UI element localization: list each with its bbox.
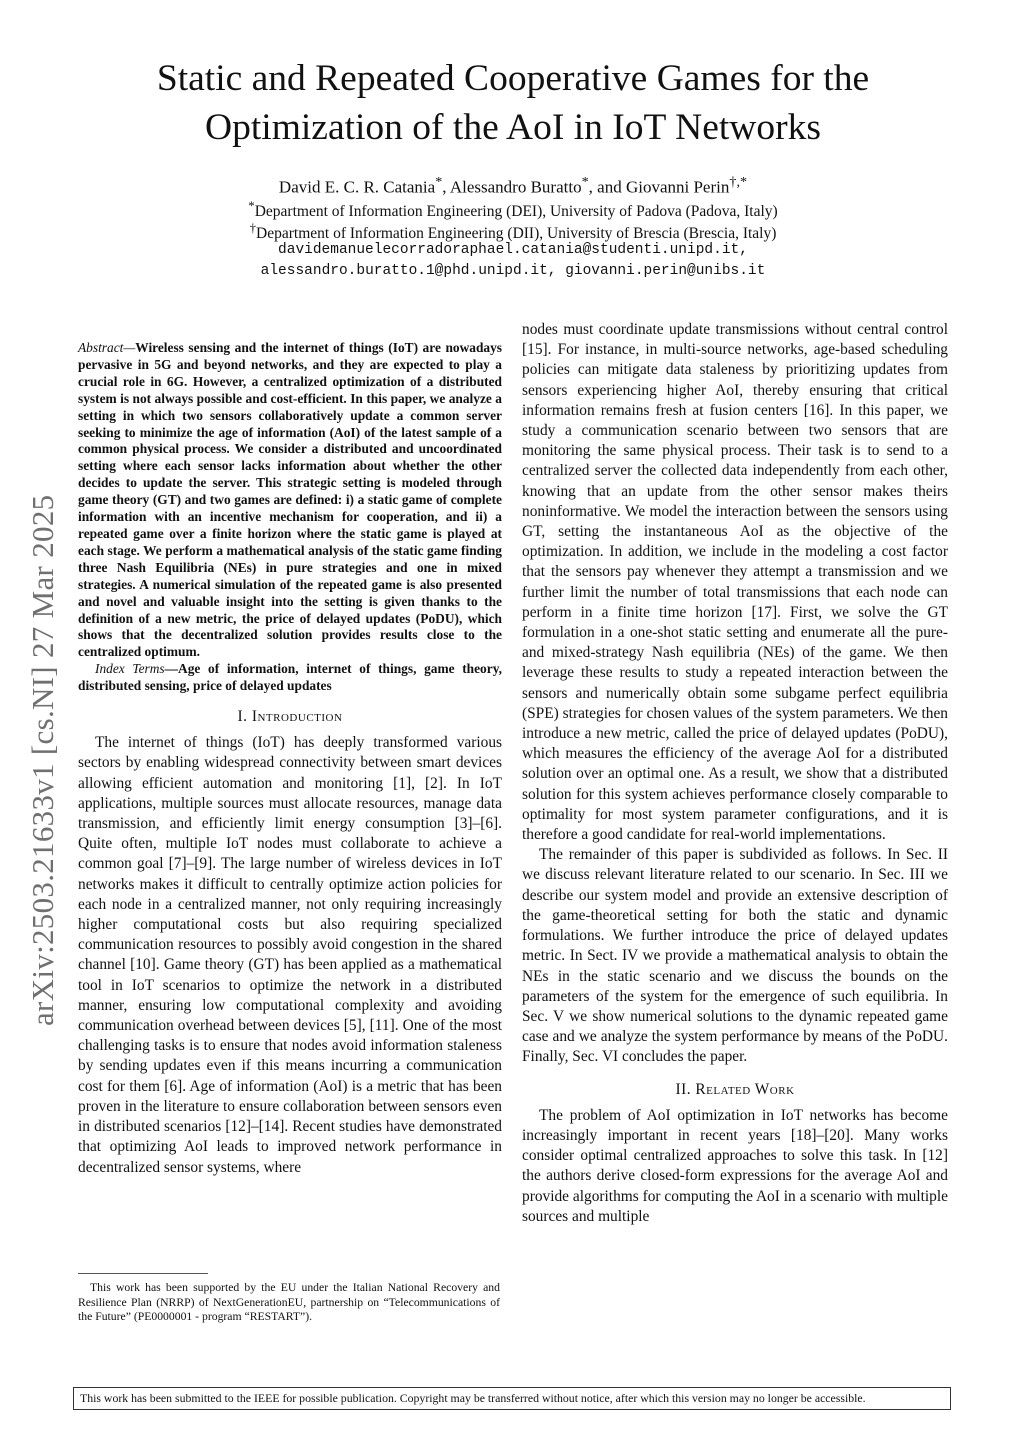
author-separator: , and (588, 177, 626, 197)
right-column (522, 320, 948, 1227)
paragraph: The internet of things (IoT) has deeply transformed various sectors by enabling widespread connectivity between smart devices allowing efficient automation and monitoring [1], [2]. In IoT applications, multiple sources must allocate resources, manage data transmission, and efficiently limit energy consumption [3]–[6]. Quite often, multiple IoT nodes must collaborate to achieve a common goal [7]–[9]. The large number of wireless devices in IoT networks makes it difficult to centrally optimize action policies for each node in a centralized manner, not only requiring increasingly higher computational costs but also requiring specialized communication resources to possibly avoid congestion in the shared channel [10]. Game theory (GT) has been applied as a mathematical tool in IoT scenarios to optimize the network in a distributed manner, ensuring low computational complexity and avoiding communication overhead between devices [5], [11]. One of the most challenging tasks is to ensure that nodes avoid information staleness by sending updates even if this means incurring a communication cost for them [6]. Age of information (AoI) is a metric that has been proven in the literature to ensure collaboration between sensors even in distributed scenarios [12]–[14]. Recent studies have demonstrated that optimizing AoI leads to improved network performance in decentralized sensor systems, where (78, 734, 502, 1176)
author-name: David E. C. R. Catania (278, 177, 436, 197)
author-mark: †,* (729, 174, 748, 190)
email-line-2: alessandro.buratto.1@phd.unipd.it, giovanni.perin@unibs.it (260, 263, 766, 279)
index-terms-label: Index Terms (95, 661, 165, 677)
index-terms-text: Age of information, internet of things, game theory, distributed sensing, price of delayed updates (78, 661, 503, 694)
footnote-rule (78, 1273, 208, 1274)
section-heading-introduction: I. Introduction (237, 708, 343, 726)
funding-footnote: This work has been supported by the EU under the Italian National Recovery and Resilience Plan (NRRP) of NextGenerationEU, partnership on “Telecommunications of the Future” (PE0000001 - program “RESTART”). (78, 1281, 500, 1323)
author-name: Giovanni Perin (625, 177, 730, 197)
author-list: David E. C. R. Catania*, Alessandro Buratto*, and Giovanni Perin†,* (278, 174, 748, 197)
index-terms-dash: — (164, 661, 179, 677)
paragraph: The remainder of this paper is subdivided as follows. In Sec. II we discuss relevant literature related to our scenario. In Sec. III we describe our system model and provide an extensive description of the game-theoretical setting for both the static and dynamic formulations. We further introduce the price of delayed updates metric. In Sect. IV we provide a mathematical analysis to obtain the NEs in the static scenario and we discuss the bounds on the parameters of the system for the emergence of such equilibria. In Sec. V we show numerical solutions to the dynamic repeated game case and we analyze the system performance by means of the PoDU. Finally, Sec. VI concludes the paper. (522, 846, 948, 1066)
paragraph: nodes must coordinate update transmissions without central control [15]. For instance, in multi-source networks, age-based scheduling policies can mitigate data staleness by prioritizing updates from sensors experiencing higher AoI, thereby ensuring that critical information remains fresh at fusion centers [16]. In this paper, we study a communication scenario between two sensors that are monitoring the same physical process. Their task is to send to a centralized server the collected data independently from each other, knowing that an update from the other sensor makes theirs noninformative. We model the interaction between the sensors using GT, setting the instantaneous AoI as the objective of the optimization. In addition, we include in the modeling a cost factor that the sensors pay whenever they attempt a transmission and we further limit the number of total transmissions that each node can perform in a finite time horizon [17]. First, we solve the GT formulation in a one-shot static setting and enumerate all the pure- and mixed-strategy Nash equilibria (NEs) of the game. We then leverage these results to study a repeated interaction between the sensors and numerically obtain some subgame perfect equilibria (SPE) strategies for chosen values of the system parameters. We then introduce a new metric, called the price of delayed updates (PoDU), which measures the efficiency of the average AoI for a distributed solution over an optimal one. As a result, we show that a distributed solution for this system achieves performance closely comparable to optimality for most system parameter configurations, and it is therefore a good candidate for real-world implementations. (522, 321, 948, 844)
affiliation-text: Department of Information Engineering (DEI), University of Padova (Padova, Italy) (254, 203, 778, 221)
section-heading-related-work: II. Related Work (675, 1080, 795, 1098)
paper-title (90, 54, 936, 152)
author-name: Alessandro Buratto (449, 177, 582, 197)
email-line-1: davidemanuelecorradoraphael.catania@studenti.unipd.it, (278, 242, 748, 258)
arxiv-identifier: arXiv:2503.21633v1 [cs.NI] 27 Mar 2025 (25, 494, 60, 1026)
author-mark: * (581, 174, 589, 190)
affiliation-mark: † (249, 220, 257, 235)
affiliation-text: Department of Information Engineering (DII), University of Brescia (Brescia, Italy) (256, 225, 777, 243)
abstract-label: Abstract— (78, 340, 136, 355)
title-line-2: Optimization of the AoI in IoT Networks (205, 107, 821, 148)
paragraph: The problem of AoI optimization in IoT networks has become increasingly important in recent years [18]–[20]. Many works consider optimal centralized approaches to solve this task. In [12] the authors derive closed-form expressions for the average AoI and provide algorithms for computing the AoI in a scenario with multiple sources and multiple (522, 1106, 948, 1225)
index-terms (78, 661, 502, 695)
abstract (78, 340, 502, 661)
author-mark: * (435, 174, 443, 190)
abstract-text: Wireless sensing and the internet of things (IoT) are nowadays pervasive in 5G and beyond networks, and they are expected to play a crucial role in 6G. However, a centralized optimization of a distributed system is not always possible and cost-efficient. In this paper, we analyze a setting in which two sensors collaboratively update a common server seeking to minimize the age of information (AoI) of the latest sample of a common physical process. We consider a distributed and uncoordinated setting where each sensor lacks information about whether the other decides to update the server. This strategic setting is modeled through game theory (GT) and two games are defined: i) a static game of complete information with an incentive mechanism for cooperation, and ii) a repeated game over a finite horizon where the static game is played at each stage. We perform a mathematical analysis of the static game finding three Nash Equilibria (NEs) in pure strategies and one in mixed strategies. A numerical simulation of the repeated game is also presented and novel and valuable insight into the setting is given thanks to the definition of a new metric, the price of delayed updates (PoDU), which shows that the decentralized solution provides results close to the centralized optimum. (78, 340, 502, 660)
copyright-notice: This work has been submitted to the IEEE for possible publication. Copyright may be transferred without notice, after which this version may no longer be accessible. (73, 1387, 951, 1410)
left-column (78, 318, 502, 1178)
affiliation-mark: * (248, 198, 255, 213)
title-line-1: Static and Repeated Cooperative Games for the (156, 58, 870, 99)
